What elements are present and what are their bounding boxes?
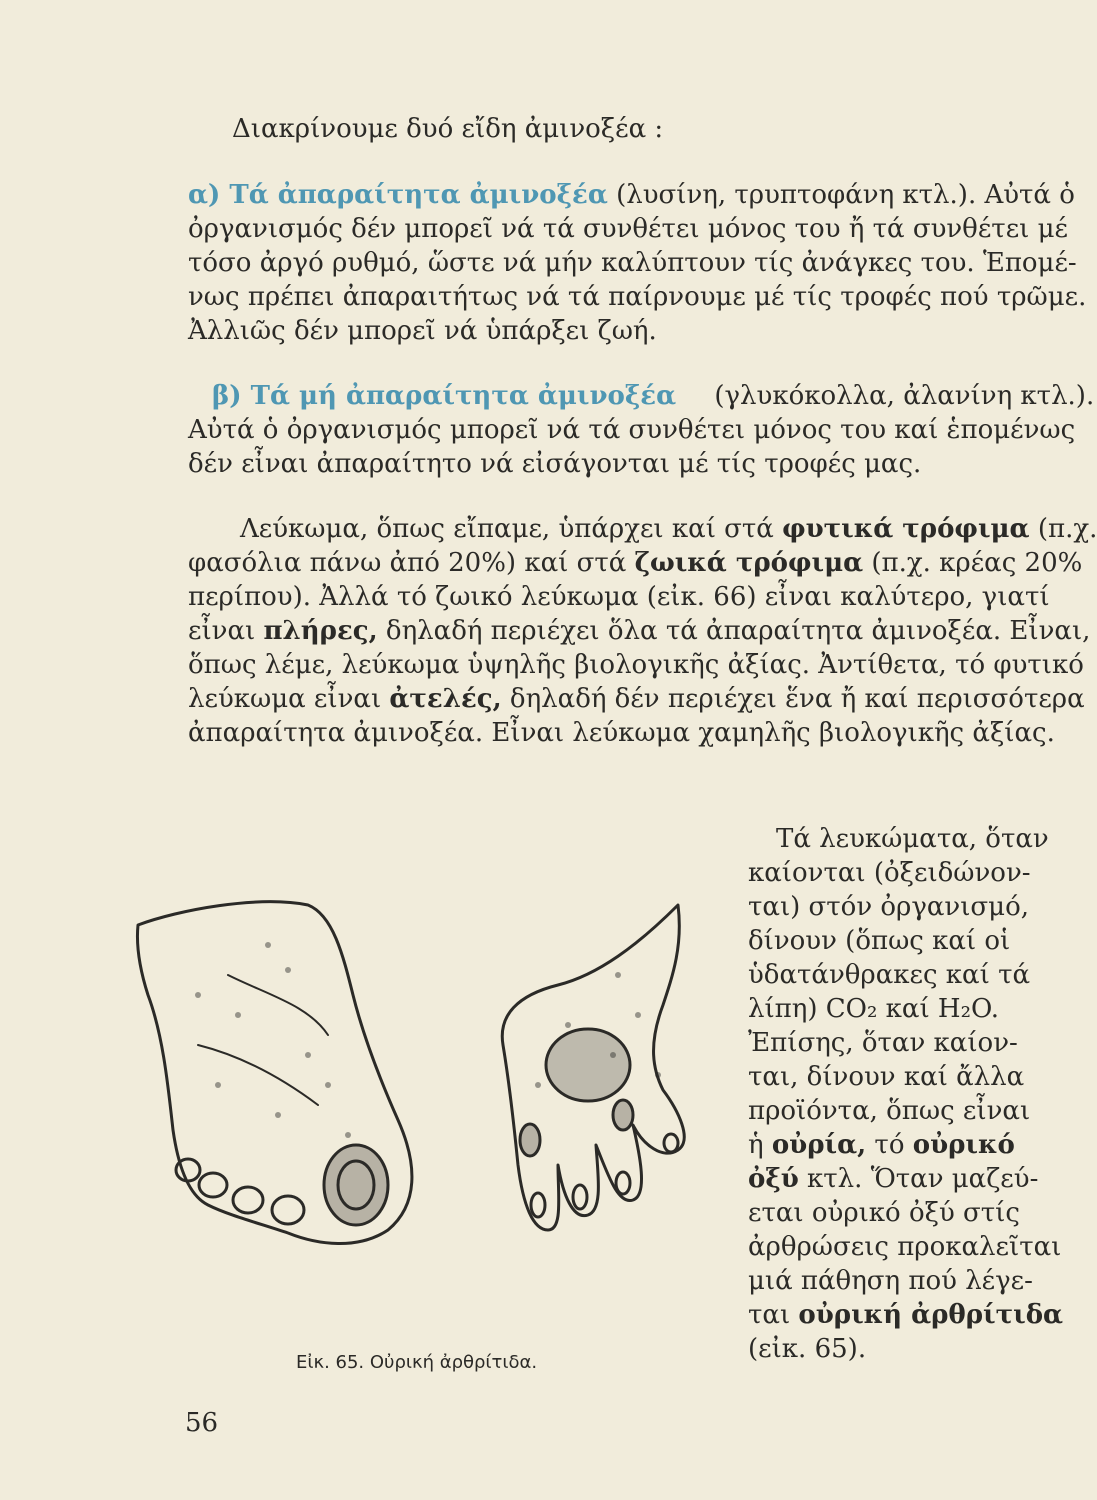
section-a-line-4: νως πρέπει ἀπαραιτήτως νά τά παίρνουμε μέ τίς τροφές πού τρῶμε. [188,282,1087,312]
para-line-1: Λεύκωμα, ὅπως εἴπαμε, ὑπάρχει καί στά φυτικά τρόφιμα (π.χ. [240,514,1097,544]
section-b-line-1: β) Τά μή ἀπαραίτητα ἀμινοξέα (γλυκόκολλα, ἀλανίνη κτλ.). [212,381,1095,411]
section-a-line-1: α) Τά ἀπαραίτητα ἀμινοξέα (λυσίνη, τρυπτοφάνη κτλ.). Αὐτά ὁ [188,180,1075,210]
section-a-line-2: ὀργανισμός δέν μπορεῖ νά τά συνθέτει μόνος του ἤ τά συνθέτει μέ [188,214,1068,244]
page-number: 56 [185,1408,219,1438]
para-line-7: ἀπαραίτητα ἀμινοξέα. Εἶναι λεύκωμα χαμηλῆς βιολογικῆς ἀξίας. [188,718,1055,748]
section-b-label: β) Τά μή ἀπαραίτητα ἀμινοξέα [212,381,677,411]
section-b-line-3: δέν εἶναι ἀπαραίτητο νά εἰσάγονται μέ τίς τροφές μας. [188,449,922,479]
section-a-label: α) Τά ἀπαραίτητα ἀμινοξέα [188,180,608,210]
bold-incomplete: ἀτελές, [389,684,502,714]
intro-line: Διακρίνουμε δυό εἴδη ἀμινοξέα : [232,114,664,144]
bold-complete: πλήρες, [263,616,378,646]
bold-gout: οὐρική ἀρθρίτιδα [798,1300,1064,1330]
gout-foot-hand-illustration [118,885,698,1265]
side-column: Τά λευκώματα, ὅταν καίονται (ὀξειδώνον- ται) στόν ὀργανισμό, δίνουν (ὅπως καί οἱ ὑδατάνθρακες καί τά λίπη) CO₂ καί H₂O. Ἐπίσης, ὅταν καίον- ται, δίνουν καί ἄλλα προϊόντα, ὅπως εἶναι ἡ οὐρία, τό οὐρικό ὀξύ κτλ. Ὅταν μαζεύ- εται οὐρικό ὀξύ στίς ἀρθρώσεις προκαλεῖται μιά πάθηση πού λέγε- ται οὐρική ἀρθρίτιδα (εἰκ. 65). [748,824,1064,1364]
bold-acid: ὀξύ [748,1164,799,1194]
figure-caption: Εἰκ. 65. Οὐρική ἀρθρίτιδα. [296,1352,538,1373]
para-line-3: περίπου). Ἀλλά τό ζωικό λεύκωμα (εἰκ. 66) εἶναι καλύτερο, γιατί [188,582,1050,612]
section-b-line-2: Αὐτά ὁ ὀργανισμός μπορεῖ νά τά συνθέτει μόνος του καί ἑπομένως [188,415,1076,445]
section-a-line-3: τόσο ἀργό ρυθμό, ὥστε νά μήν καλύπτουν τίς ἀνάγκες του. Ἑπομέ- [188,248,1077,278]
para-line-4: εἶναι πλήρες, δηλαδή περιέχει ὅλα τά ἀπαραίτητα ἀμινοξέα. Εἶναι, [188,616,1091,646]
bold-urea: οὐρία, [771,1130,867,1160]
bold-uric: οὐρικό [912,1130,1015,1160]
section-a-line-5: Ἀλλιῶς δέν μπορεῖ νά ὑπάρξει ζωή. [188,316,657,346]
para-line-6: λεύκωμα εἶναι ἀτελές, δηλαδή δέν περιέχει ἕνα ἤ καί περισσότερα [188,684,1085,714]
para-line-5: ὅπως λέμε, λεύκωμα ὑψηλῆς βιολογικῆς ἀξίας. Ἀντίθετα, τό φυτικό [188,650,1084,680]
bold-animal-foods: ζωικά τρόφιμα [634,548,864,578]
bold-plant-foods: φυτικά τρόφιμα [782,514,1030,544]
para-line-2: φασόλια πάνω ἀπό 20%) καί στά ζωικά τρόφιμα (π.χ. κρέας 20% [188,548,1083,578]
